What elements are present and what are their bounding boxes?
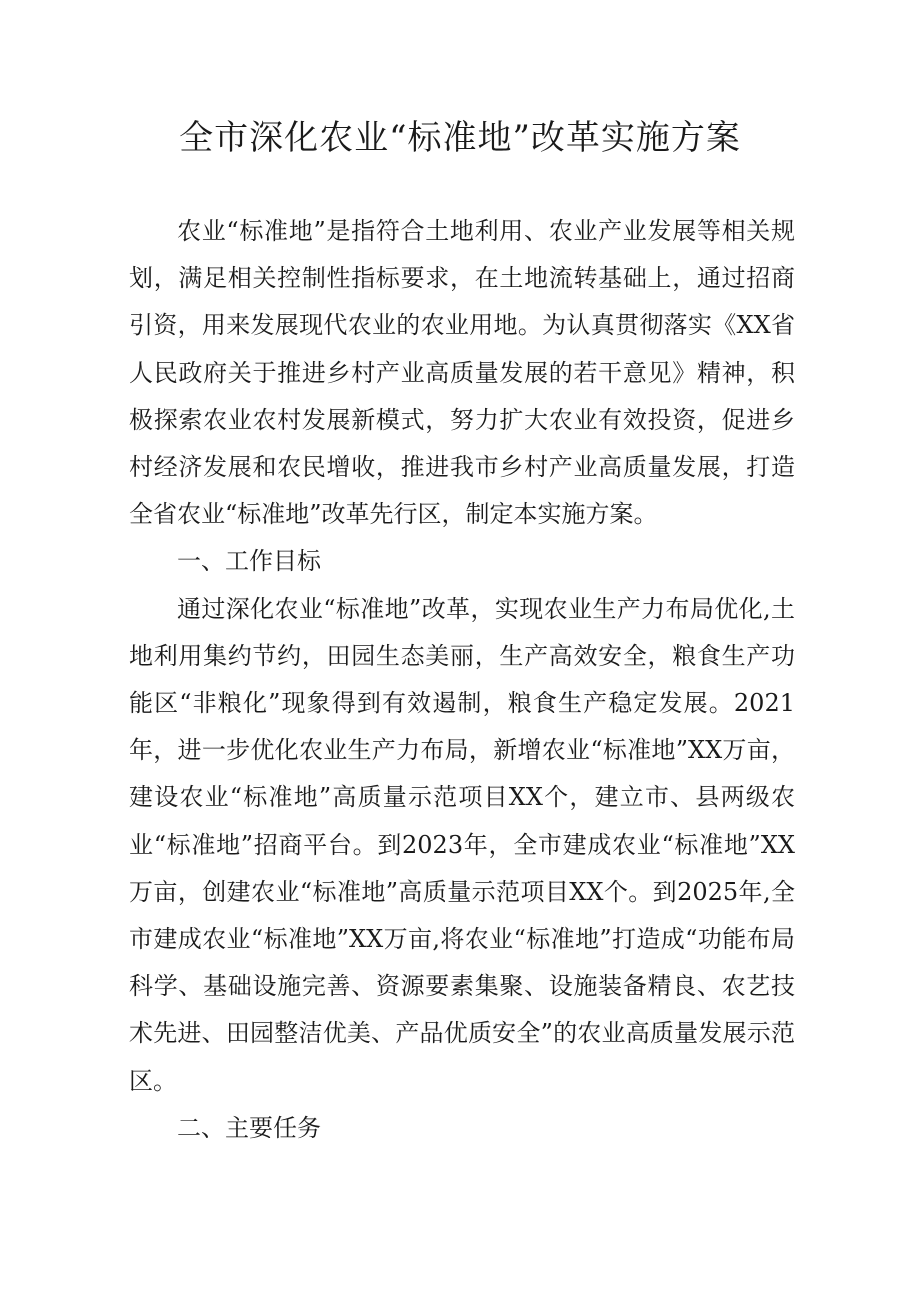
- document-title: 全市深化农业“标准地”改革实施方案: [179, 118, 741, 158]
- section-heading-tasks: 二、主要任务: [177, 1113, 321, 1142]
- goals-paragraph: 通过深化农业“标准地”改革，实现农业生产力布局优化,土地利用集约节约，田园生态美丽，生产高效安全，粮食生产功能区“非粮化”现象得到有效遏制，粮食生产稳定发展。2021年，进一步优化农业生产力布局，新增农业“标准地”XX万亩，建设农业“标准地”高质量示范项目XX个，建立市、县两级农业“标准地”招商平台。到2023年，全市建成农业“标准地”XX万亩，创建农业“标准地”高质量示范项目XX个。到2025年,全市建成农业“标准地”XX万亩,将农业“标准地”打造成“功能布局科学、基础设施完善、资源要素集聚、设施装备精良、农艺技术先进、田园整洁优美、产品优质安全”的农业高质量发展示范区。: [129, 594, 795, 1095]
- section-heading-goals: 一、工作目标: [177, 547, 321, 576]
- document-body: [129, 208, 795, 1152]
- intro-paragraph: 农业“标准地”是指符合土地利用、农业产业发展等相关规划，满足相关控制性指标要求，在土地流转基础上，通过招商引资，用来发展现代农业的农业用地。为认真贯彻落实《XX省人民政府关于推进乡村产业高质量发展的若干意见》精神，积极探索农业农村发展新模式，努力扩大农业有效投资，促进乡村经济发展和农民增收，推进我市乡村产业高质量发展，打造全省农业“标准地”改革先行区，制定本实施方案。: [129, 217, 795, 529]
